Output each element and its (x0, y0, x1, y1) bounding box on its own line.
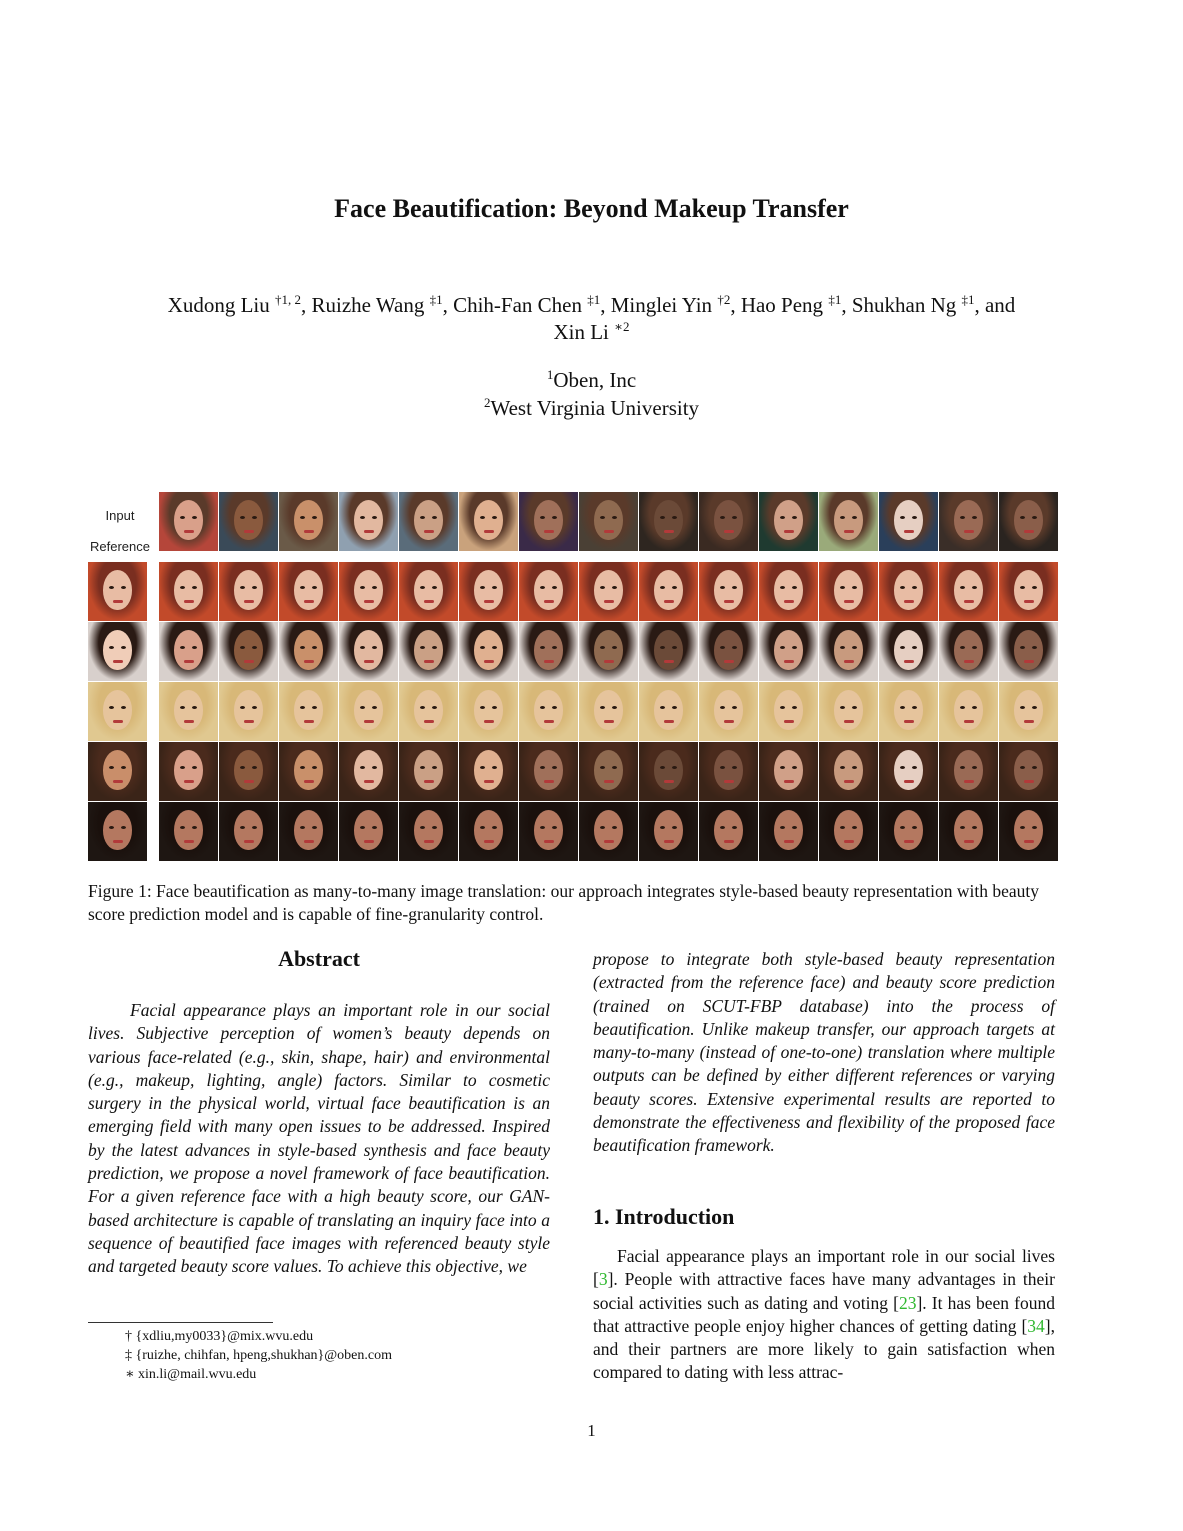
figure-caption: Figure 1: Face beautification as many-to-many image translation: our approach integrates style-based beauty representation with beauty score prediction model and is capable of fine-granularity control. (88, 881, 1039, 924)
citation-34[interactable]: 34 (1027, 1315, 1045, 1336)
output-face (279, 622, 338, 681)
output-face (399, 622, 458, 681)
output-face (519, 562, 578, 621)
input-face (339, 492, 398, 551)
output-face (999, 562, 1058, 621)
reference-face (88, 562, 147, 621)
input-face (219, 492, 278, 551)
output-face (219, 742, 278, 801)
abstract-text-left: Facial appearance plays an important role in our social lives. Subjective perception of women’s beauty depends on various face-related (e.g., skin, shape, hair) and environmental (e.g., makeup, lighting, angle) factors. Similar to cosmetic surgery in the physical world, virtual face beautification is an emerging field with many open issues to be addressed. Inspired by the latest advances in style-based synthesis and face beauty prediction, we propose a novel framework of face beautification. For a given reference face with a high beauty score, our GAN-based architecture is capable of translating an inquiry face into a sequence of beautified face images with referenced beauty style and targeted beauty score values. To achieve this objective, we (88, 1000, 550, 1277)
input-face (639, 492, 698, 551)
output-face (399, 802, 458, 861)
input-face (279, 492, 338, 551)
abstract-text-right: propose to integrate both style-based beauty representation (extracted from the reference face) and beauty score prediction (trained on SCUT-FBP database) into the process of beautification. Unlike makeup transfer, our approach targets at many-to-many (instead of one-to-one) translation where multiple outputs can be defined by either different references or varying beauty scores. Extensive experimental results are reported to demonstrate the effectiveness and flexibility of the proposed face beautification framework. (593, 949, 1055, 1156)
output-face (759, 742, 818, 801)
input-face (699, 492, 758, 551)
output-face (699, 622, 758, 681)
output-face (579, 682, 638, 741)
citation-23[interactable]: 23 (898, 1292, 917, 1313)
output-face (639, 622, 698, 681)
reference-face (88, 802, 147, 861)
output-face (819, 622, 878, 681)
author-list-and: , and (974, 293, 1016, 317)
output-face (459, 742, 518, 801)
input-face (459, 492, 518, 551)
output-face (159, 562, 218, 621)
input-face (999, 492, 1058, 551)
output-face (519, 622, 578, 681)
output-face (459, 682, 518, 741)
reference-face (88, 742, 147, 801)
output-face (279, 682, 338, 741)
output-face (579, 622, 638, 681)
reference-face (88, 682, 147, 741)
affiliation-oben: $^1$Oben, Inc (546, 367, 637, 392)
output-face (459, 562, 518, 621)
output-face (519, 682, 578, 741)
reference-face (88, 622, 147, 681)
output-face (939, 742, 998, 801)
author-hao-peng: , Hao Peng $^{\ddagger 1}$ (730, 292, 842, 317)
output-face (159, 622, 218, 681)
output-face (279, 802, 338, 861)
input-face (759, 492, 818, 551)
output-face (639, 742, 698, 801)
output-face (579, 802, 638, 861)
author-minglei-yin: , Minglei Yin $^{\dagger 2}$ (600, 292, 731, 317)
output-face (159, 802, 218, 861)
output-face (879, 622, 938, 681)
page-number: 1 (587, 1421, 596, 1440)
paper-title: Face Beautification: Beyond Makeup Transfer (334, 194, 849, 223)
input-face (579, 492, 638, 551)
output-face (939, 682, 998, 741)
input-row-label: Input (105, 508, 135, 523)
reference-column-label: Reference (90, 539, 150, 554)
author-list (60, 292, 1123, 319)
output-face (339, 562, 398, 621)
output-face (339, 682, 398, 741)
output-face (219, 682, 278, 741)
input-face (879, 492, 938, 551)
output-face (819, 562, 878, 621)
output-face (819, 802, 878, 861)
introduction-heading: 1. Introduction (593, 1204, 735, 1229)
output-face (939, 622, 998, 681)
output-face (879, 742, 938, 801)
output-face (999, 622, 1058, 681)
introduction-text: Facial appearance plays an important role in our social lives [3]. People with attractive faces have many advantages in their social activities such as dating and voting [23]. It has been found that attractive people enjoy higher chances of getting dating [34], and their partners are more likely to gain satisfaction when compared to dating with less attrac- (593, 1246, 1055, 1383)
output-face (879, 562, 938, 621)
output-face (699, 742, 758, 801)
output-face (399, 682, 458, 741)
output-face (999, 802, 1058, 861)
footnote-rule (88, 1322, 273, 1323)
output-face (159, 742, 218, 801)
output-face (339, 622, 398, 681)
output-face (999, 682, 1058, 741)
output-face (399, 742, 458, 801)
output-face (759, 802, 818, 861)
output-face (519, 802, 578, 861)
abstract-heading: Abstract (278, 946, 360, 971)
author-ruizhe-wang: , Ruizhe Wang $^{\ddagger 1}$ (301, 292, 443, 317)
output-face (279, 742, 338, 801)
output-face (699, 682, 758, 741)
citation-3[interactable]: 3 (598, 1269, 608, 1290)
author-shukhan-ng: , Shukhan Ng $^{\ddagger 1}$ (841, 292, 975, 317)
output-face (879, 682, 938, 741)
input-face (819, 492, 878, 551)
author-xin-li: Xin Li $^{∗2}$ (553, 319, 630, 344)
author-xudong-liu: Xudong Liu $^{\dagger 1, 2}$ (167, 292, 301, 317)
figure-face-grid (88, 492, 1055, 862)
output-face (459, 802, 518, 861)
output-face (759, 562, 818, 621)
output-face (639, 562, 698, 621)
output-face (939, 802, 998, 861)
output-face (759, 682, 818, 741)
output-face (339, 802, 398, 861)
input-face (399, 492, 458, 551)
author-chih-fan-chen: , Chih-Fan Chen $^{\ddagger 1}$ (442, 292, 601, 317)
output-face (999, 742, 1058, 801)
output-face (699, 802, 758, 861)
output-face (519, 742, 578, 801)
input-face (159, 492, 218, 551)
output-face (219, 622, 278, 681)
output-face (399, 562, 458, 621)
output-face (159, 682, 218, 741)
output-face (639, 802, 698, 861)
output-face (579, 562, 638, 621)
output-face (819, 682, 878, 741)
output-face (219, 562, 278, 621)
output-face (219, 802, 278, 861)
output-face (759, 622, 818, 681)
output-face (939, 562, 998, 621)
output-face (639, 682, 698, 741)
output-face (879, 802, 938, 861)
output-face (819, 742, 878, 801)
footnote-double-dagger: ‡ {ruizhe, chihfan, hpeng,shukhan}@oben.com (125, 1348, 392, 1363)
footnote-star: ∗ xin.li@mail.wvu.edu (125, 1367, 257, 1382)
affiliation-wvu: $^2$West Virginia University (483, 395, 700, 420)
output-face (459, 622, 518, 681)
input-face (939, 492, 998, 551)
output-face (699, 562, 758, 621)
output-face (339, 742, 398, 801)
footnote-dagger: † {xdliu,my0033}@mix.wvu.edu (125, 1329, 314, 1344)
output-face (279, 562, 338, 621)
input-face (519, 492, 578, 551)
output-face (579, 742, 638, 801)
